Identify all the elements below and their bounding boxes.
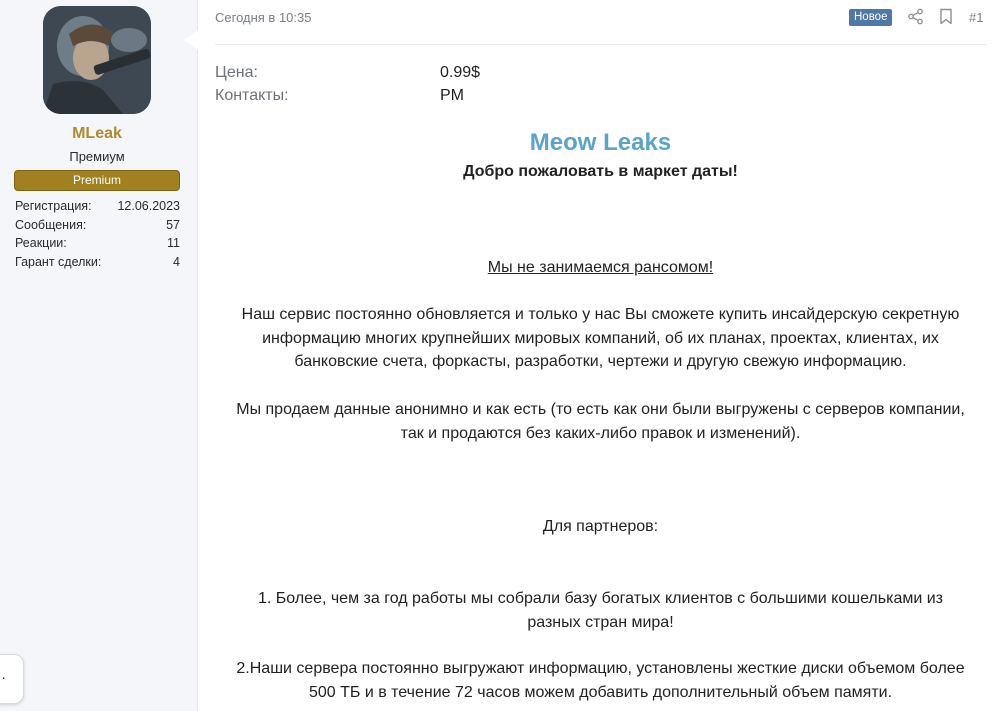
paragraph-line: информацию многих крупнейших мировых компаний, об их планах, проектах, клиентах, их [262,329,939,347]
stat-value: 12.06.2023 [117,199,180,213]
price-value: 0.99$ [440,64,481,81]
list-item-line: 2.Наши сервера постоянно выгружают информацию, установлены жесткие диски объемом более [236,660,965,677]
user-panel [0,0,198,711]
floating-menu-button[interactable]: · [0,654,24,704]
stat-registration [15,197,180,216]
welcome-text: Добро пожаловать в маркет даты! [463,163,738,180]
user-title: Премиум [69,149,125,164]
stat-guarantee [15,253,180,272]
stat-label: Гарант сделки: [15,254,102,269]
partners-heading: Для партнеров: [542,518,659,535]
contacts-label: Контакты: [215,87,289,104]
bookmark-icon[interactable] [938,8,954,25]
no-ransom-note [215,256,986,280]
post-body-header [215,128,986,184]
stat-value: 4 [173,254,180,269]
paragraph-service [215,303,986,374]
stat-value[interactable]: 57 [166,217,180,232]
list-item-1 [215,587,986,634]
header-divider [215,44,986,45]
paragraph-line: банковские счета, форкасты, разработки, чертежи и другую свежую информацию. [294,353,907,370]
premium-banner: Premium [14,170,180,191]
paragraph-line: Мы продаем данные анонимно и как есть (то есть как они были выгружены с серверов компании, [236,401,965,418]
post-number[interactable]: #1 [969,10,984,25]
post-date[interactable]: Сегодня в 10:35 [215,10,312,25]
panel-arrow [184,30,198,50]
list-item-line: 1. Более, чем за год работы мы собрали базу богатых клиентов с большими кошельками из [257,590,944,607]
stat-value: 11 [167,236,180,250]
list-item-line: разных стран мира! [527,613,674,631]
stat-reactions [15,234,180,253]
contacts-value: PM [440,87,464,104]
paragraph-anonymous [215,398,986,445]
brand-title: Meow Leaks [529,129,672,156]
share-icon[interactable] [907,8,924,25]
avatar-image [43,6,151,114]
no-ransom-text: Мы не занимаемся рансомом! [487,259,714,276]
paragraph-line: так и продаются без каких-либо правок и изменений). [400,424,801,442]
list-item-2 [215,657,986,704]
stat-messages [15,216,180,235]
username[interactable]: MLeak [72,125,122,142]
list-item-line: 500 ТБ и в течение 72 часов можем добавить дополнительный объем памяти. [308,683,893,701]
price-label: Цена: [215,64,258,81]
new-badge: Новое [849,9,892,26]
stat-label: Реакции: [15,236,67,250]
avatar[interactable] [43,6,151,114]
user-stats [15,197,180,271]
stat-label: Сообщения: [15,217,87,232]
paragraph-line: Наш сервис постоянно обновляется и только у нас Вы сможете купить инсайдерскую секретную [241,306,960,323]
stat-label: Регистрация: [15,199,92,213]
